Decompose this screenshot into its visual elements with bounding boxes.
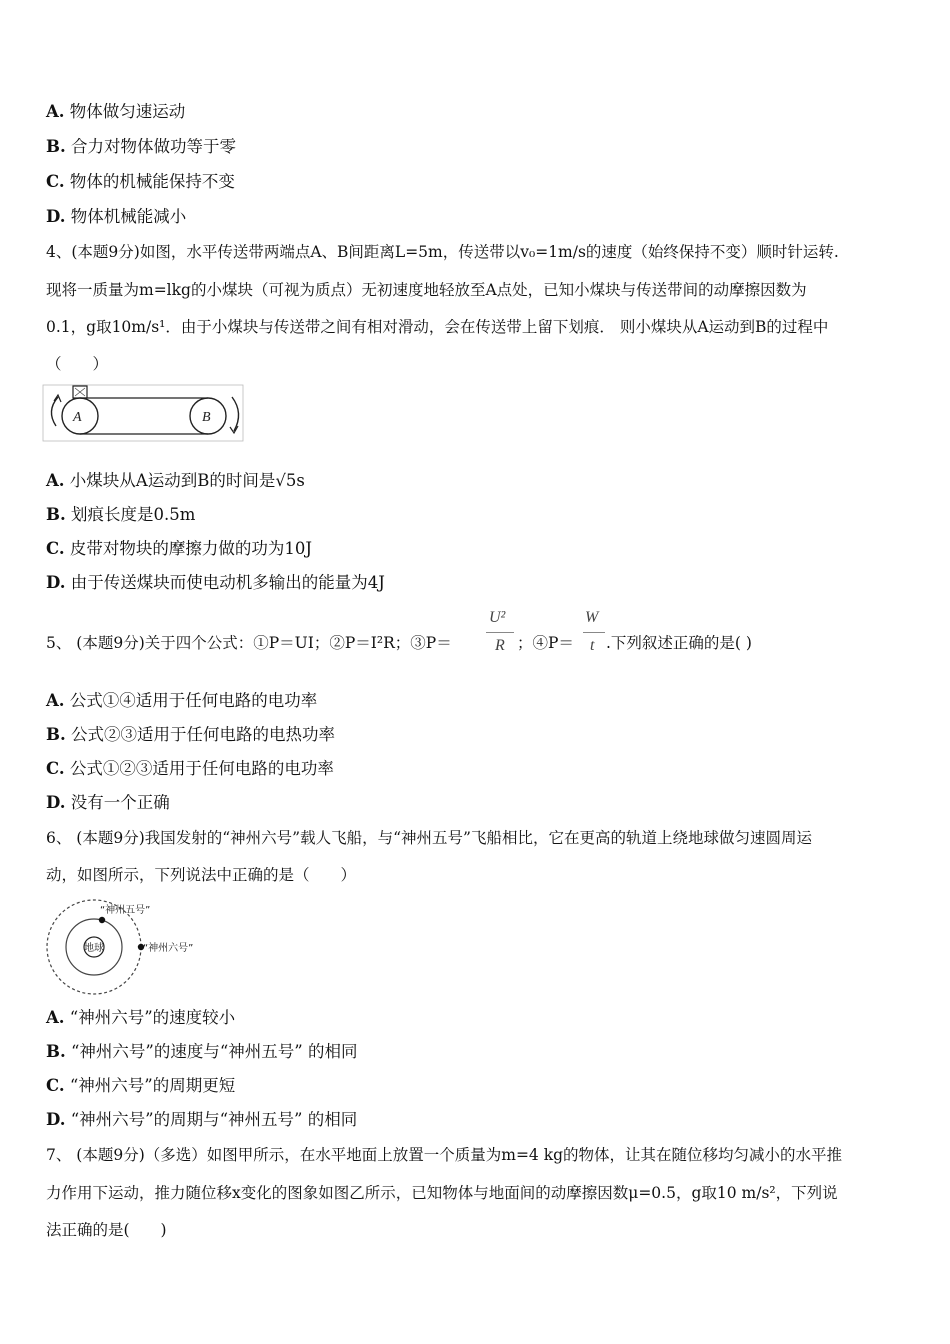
- q5-frac3-denominator: R: [495, 637, 505, 654]
- q5-stem-part3: .下列叙述正确的是( ): [606, 634, 752, 652]
- orbit-figure: [44, 898, 214, 996]
- earth-label: 地球: [84, 943, 104, 954]
- pulley-a-label: A: [73, 410, 82, 425]
- q5-option-b: B. 公式②③适用于任何电路的电热功率: [46, 725, 335, 744]
- q4-option-a: A. 小煤块从A运动到B的时间是√5s: [46, 471, 305, 490]
- q4-stem-line-4: （ ）: [46, 355, 109, 373]
- shenzhou-5-label: “神州五号”: [100, 905, 151, 916]
- q4-option-c: C. 皮带对物块的摩擦力做的功为10J: [46, 539, 312, 558]
- q6-stem-line-2: 动，如图所示，下列说法中正确的是（ ）: [46, 866, 357, 884]
- q3-option-b: B. 合力对物体做功等于零: [46, 137, 236, 156]
- q6-stem-line-1: 6、 (本题9分)我国发射的“神州六号”载人飞船，与“神州五号”飞船相比，它在更高的轨道上绕地球做匀速圆周运: [46, 829, 812, 847]
- q7-stem-line-1: 7、 (本题9分)（多选）如图甲所示，在水平地面上放置一个质量为m=4 kg的物体，让其在随位移均匀减小的水平推: [46, 1146, 843, 1164]
- conveyor-belt-figure: [42, 383, 246, 443]
- q5-frac4-denominator: t: [590, 637, 595, 654]
- q6-option-c: C. “神州六号”的周期更短: [46, 1076, 236, 1095]
- q6-option-d: D. “神州六号”的周期与“神州五号” 的相同: [46, 1110, 358, 1129]
- q6-option-b: B. “神州六号”的速度与“神州五号” 的相同: [46, 1042, 358, 1061]
- q5-frac4-numerator: W: [585, 609, 599, 626]
- q5-frac4-bar: [583, 632, 605, 633]
- q4-stem-line-3: 0.1，g取10m/s¹．由于小煤块与传送带之间有相对滑动，会在传送带上留下划痕． 则小煤块从A运动到B的过程中: [46, 318, 829, 336]
- q3-option-c: C. 物体的机械能保持不变: [46, 172, 235, 191]
- q3-option-a: A. 物体做匀速运动: [46, 102, 186, 121]
- q5-stem-part2: ；④P＝: [517, 634, 574, 652]
- q7-stem-line-2: 力作用下运动，推力随位移x变化的图象如图乙所示，已知物体与地面间的动摩擦因数μ=0.5，g取10 m/s²，下列说: [46, 1184, 838, 1202]
- shenzhou-6-label: “神州六号”: [143, 943, 194, 954]
- q6-option-a: A. “神州六号”的速度较小: [46, 1008, 236, 1027]
- q5-option-a: A. 公式①④适用于任何电路的电功率: [46, 691, 318, 710]
- q5-frac3-bar: [486, 632, 514, 633]
- q4-stem-line-2: 现将一质量为m=lkg的小煤块（可视为质点）无初速度地轻放至A点处，已知小煤块与传送带间的动摩擦因数为: [46, 281, 807, 299]
- q7-stem-line-3: 法正确的是( ): [46, 1221, 167, 1239]
- q5-option-c: C. 公式①②③适用于任何电路的电功率: [46, 759, 334, 778]
- q3-option-d: D. 物体机械能减小: [46, 207, 187, 226]
- q4-stem-line-1: 4、(本题9分)如图，水平传送带两端点A、B间距离L=5m，传送带以v₀=1m/s的速度（始终保持不变）顺时针运转.: [46, 243, 839, 261]
- pulley-b-label: B: [202, 410, 211, 425]
- q5-frac3-numerator: U²: [489, 609, 506, 626]
- q4-option-d: D. 由于传送煤块而使电动机多输出的能量为4J: [46, 573, 385, 592]
- q5-option-d: D. 没有一个正确: [46, 793, 170, 812]
- q5-stem-part1: 5、 (本题9分)关于四个公式：①P＝UI；②P＝I²R；③P＝: [46, 634, 452, 652]
- q4-option-b: B. 划痕长度是0.5m: [46, 505, 196, 524]
